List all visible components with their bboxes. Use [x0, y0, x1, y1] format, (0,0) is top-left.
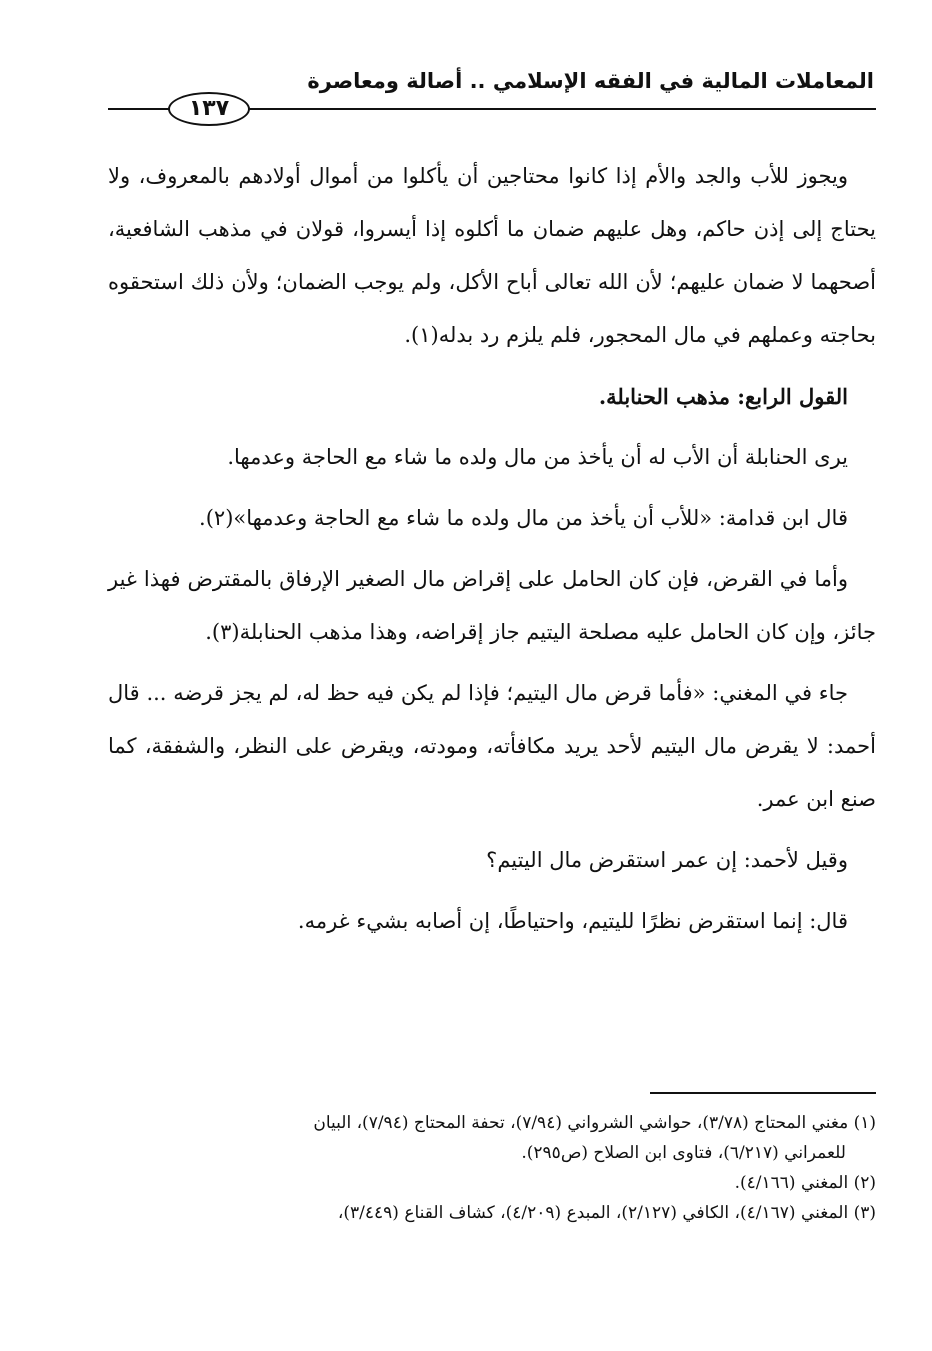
page-number-badge: ١٣٧ [168, 92, 250, 126]
footnotes [108, 1108, 876, 1228]
section-heading: القول الرابع: مذهب الحنابلة. [598, 384, 848, 409]
paragraph-3: قال ابن قدامة: «للأب أن يأخذ من مال ولده ما شاء مع الحاجة وعدمها»(٢). [199, 506, 848, 530]
paragraph-5: جاء في المغني: «فأما قرض مال اليتيم؛ فإذا لم يكن فيه حظ له، لم يجز قرضه ... قال أحمد: لا يقرض مال اليتيم لأحد يريد مكافأته، ومودته، ويقرض على النظر، والشفقة، كما صنع ابن عمر. [108, 681, 876, 811]
footnote-1-line-1: (١) مغني المحتاج (٣/٧٨)، حواشي الشرواني (٧/٩٤)، تحفة المحتاج (٧/٩٤)، البيان [313, 1113, 876, 1133]
main-text [108, 150, 876, 948]
footnote-separator [650, 1092, 876, 1094]
footnote-3: (٣) المغني (٤/١٦٧)، الكافي (٢/١٢٧)، المبدع (٤/٢٠٩)، كشاف القناع (٣/٤٤٩)، [337, 1203, 876, 1223]
paragraph-1: ويجوز للأب والجد والأم إذا كانوا محتاجين أن يأكلوا من أموال أولادهم بالمعروف، ولا يحتاج إلى إذن حاكم، وهل عليهم ضمان ما أكلوه إذا أيسروا، قولان في مذهب الشافعية، أصحهما لا ضمان عليهم؛ لأن الله تعالى أباح الأكل، ولم يوجب الضمان؛ ولأن ذلك استحقوه بحاجته وعملهم في مال المحجور، فلم يلزم رد بدله(١). [108, 164, 876, 347]
running-header-title: المعاملات المالية في الفقه الإسلامي .. أصالة ومعاصرة [307, 69, 874, 93]
footnote-1 [108, 1108, 876, 1168]
footnote-2: (٢) المغني (٤/١٦٦). [734, 1173, 876, 1193]
footnote-1-line-2: للعمراني (٦/٢١٧)، فتاوى ابن الصلاح (ص٢٩٥). [521, 1143, 846, 1163]
paragraph-7: قال: إنما استقرض نظرًا لليتيم، واحتياطًا، إن أصابه بشيء غرمه. [297, 909, 848, 933]
paragraph-2: يرى الحنابلة أن الأب له أن يأخذ من مال ولده ما شاء مع الحاجة وعدمها. [227, 445, 848, 469]
paragraph-6: وقيل لأحمد: إن عمر استقرض مال اليتيم؟ [486, 848, 848, 872]
paragraph-4: وأما في القرض، فإن كان الحامل على إقراض مال الصغير الإرفاق بالمقترض فهذا غير جائز، وإن كان الحامل عليه مصلحة اليتيم جاز إقراضه، وهذا مذهب الحنابلة(٣). [108, 567, 876, 644]
